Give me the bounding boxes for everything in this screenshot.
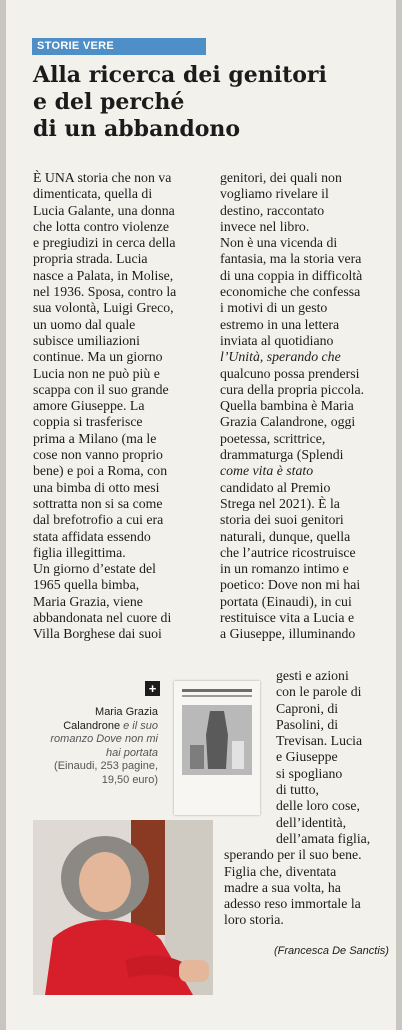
caption-text: e il suo: [120, 719, 158, 732]
text-line: inviata al quotidiano: [220, 332, 334, 348]
text-line: prima a Milano (ma le: [33, 430, 157, 446]
text-line: cose non vanno proprio: [33, 447, 163, 463]
text-line: Villa Borghese dai suoi: [33, 626, 162, 642]
headline: [33, 62, 363, 143]
text-line: Trevisan. Lucia: [276, 733, 363, 749]
text-line: scappa con il suo grande: [33, 381, 169, 397]
text-line: Non è una vicenda di: [220, 235, 338, 251]
text-line: subisce umiliazioni: [33, 332, 140, 348]
caption-name: Calandrone: [63, 719, 121, 732]
text-line: gesti e azioni: [276, 668, 349, 683]
author-portrait-graphic: [33, 820, 213, 995]
text-line: coppia si trasferisce: [33, 414, 143, 430]
text-line: continue. Ma un giorno: [33, 349, 163, 365]
text-line: economiche che confessa: [220, 284, 361, 300]
text-line: nel 1936. Sposa, contro la: [33, 284, 177, 300]
text-line: l’Unità, sperando che: [220, 349, 341, 365]
plus-icon: +: [145, 681, 160, 696]
text-line: poetessa, scrittrice,: [220, 430, 326, 446]
text-line: genitori, dei quali non: [220, 170, 342, 185]
text-line: figlia illegittima.: [33, 544, 126, 560]
text-line: Lucia non ne può più e: [33, 365, 160, 381]
text-line: di tutto,: [276, 782, 319, 798]
text-line: propria strada. Lucia: [33, 251, 148, 267]
text-line: sua volontà, Luigi Greco,: [33, 300, 174, 316]
text-line: dell’identità,: [276, 814, 347, 830]
text-line: storia dei suoi genitori: [220, 512, 344, 528]
text-line: qualcuno possa prendersi: [220, 365, 360, 381]
text-line: Grazia Calandrone, oggi: [220, 414, 356, 430]
text-line: Un giorno d’estate del: [33, 561, 156, 577]
headline-line: Alla ricerca dei genitori: [33, 62, 327, 88]
magazine-page: [6, 0, 396, 1030]
text-line: di una coppia in difficoltà: [220, 267, 363, 283]
text-line: stata affidata essendo: [33, 528, 151, 544]
text-line: una bimba di otto mesi: [33, 479, 160, 495]
caption-line: Maria Grazia: [95, 706, 158, 718]
text-line: dell’amata figlia,: [276, 830, 371, 846]
text-line: 1965 quella bimba,: [33, 577, 140, 593]
article-column-right: [220, 170, 364, 643]
byline: (Francesca De Sanctis): [274, 945, 389, 957]
article-column-left: [33, 170, 176, 643]
text-line: portata (Einaudi), in cui: [220, 593, 352, 609]
text-line: abbandonata nel cuore di: [33, 610, 172, 626]
photo-caption: [50, 706, 158, 787]
text-line: estremo in una lettera: [220, 316, 340, 332]
text-line: fantasia, ma la storia vera: [220, 251, 362, 267]
text-line: con le parole di: [276, 684, 362, 700]
headline-line: e del perché: [33, 89, 185, 115]
text-line: naturali, dunque, quella: [220, 528, 351, 544]
caption-line: hai portata: [106, 746, 158, 759]
text-line: come vita è stato: [220, 463, 314, 479]
section-label: STORIE VERE: [32, 38, 206, 55]
text-line: Quella bambina è Maria: [220, 398, 354, 414]
caption-line: (Einaudi, 253 pagine,: [54, 760, 158, 772]
text-line: a Giuseppe, illuminando: [220, 626, 356, 642]
text-line: che l’autrice ricostruisce: [220, 544, 356, 560]
text-line: candidato al Premio: [220, 479, 331, 495]
text-line: Strega nel 2021). È la: [220, 495, 340, 511]
caption-line: romanzo Dove non mi: [50, 733, 158, 745]
text-line: che lotta contro violenze: [33, 218, 169, 234]
text-line: delle loro cose,: [276, 798, 360, 814]
text-line: loro storia.: [224, 912, 284, 928]
text-line: È UNA storia che non va: [33, 170, 172, 185]
text-line: Lucia Galante, una donna: [33, 202, 175, 218]
book-cover-photo: [182, 705, 252, 775]
author-photo: [33, 820, 213, 995]
text-line: destino, raccontato: [220, 202, 325, 218]
text-line: sperando per il suo bene.: [224, 847, 362, 863]
book-author-bar: [182, 695, 252, 697]
book-title-bar: [182, 689, 252, 692]
book-cover-image: [174, 681, 260, 815]
text-line: e Giuseppe: [276, 749, 338, 765]
text-line: i motivi di un gesto: [220, 300, 328, 316]
caption-line: 19,50 euro): [101, 773, 158, 786]
text-line: dimenticata, quella di: [33, 186, 153, 202]
text-line: cura della propria piccola.: [220, 381, 365, 397]
text-line: adesso reso immortale la: [224, 896, 361, 912]
headline-line: di un abbandono: [33, 116, 241, 142]
text-line: e pregiudizi in cerca della: [33, 235, 176, 251]
text-line: un uomo dal quale: [33, 316, 136, 332]
text-line: poetico: Dove non mi hai: [220, 577, 361, 593]
text-line: sottratta non si sa come: [33, 495, 163, 511]
text-line: amore Giuseppe. La: [33, 398, 145, 414]
text-line: Maria Grazia, viene: [33, 593, 143, 609]
text-line: bene) e poi a Roma, con: [33, 463, 168, 479]
text-line: drammaturga (Splendi: [220, 447, 344, 463]
text-line: si spogliano: [276, 765, 343, 781]
text-line: Caproni, di: [276, 700, 339, 716]
text-line: vogliamo rivelare il: [220, 186, 329, 202]
text-line: restituisce vita a Lucia e: [220, 610, 355, 626]
cover-figure-graphic: [182, 705, 252, 775]
caption-line: [50, 720, 158, 734]
text-line: in un romanzo intimo e: [220, 561, 349, 577]
text-line: Figlia che, diventata: [224, 863, 337, 879]
text-line: madre a sua volta, ha: [224, 879, 341, 895]
text-line: nasce a Palata, in Molise,: [33, 267, 174, 283]
text-line: dal brefotrofio a cui era: [33, 512, 164, 528]
text-line: Pasolini, di: [276, 716, 339, 732]
text-line: invece nel libro.: [220, 218, 310, 234]
